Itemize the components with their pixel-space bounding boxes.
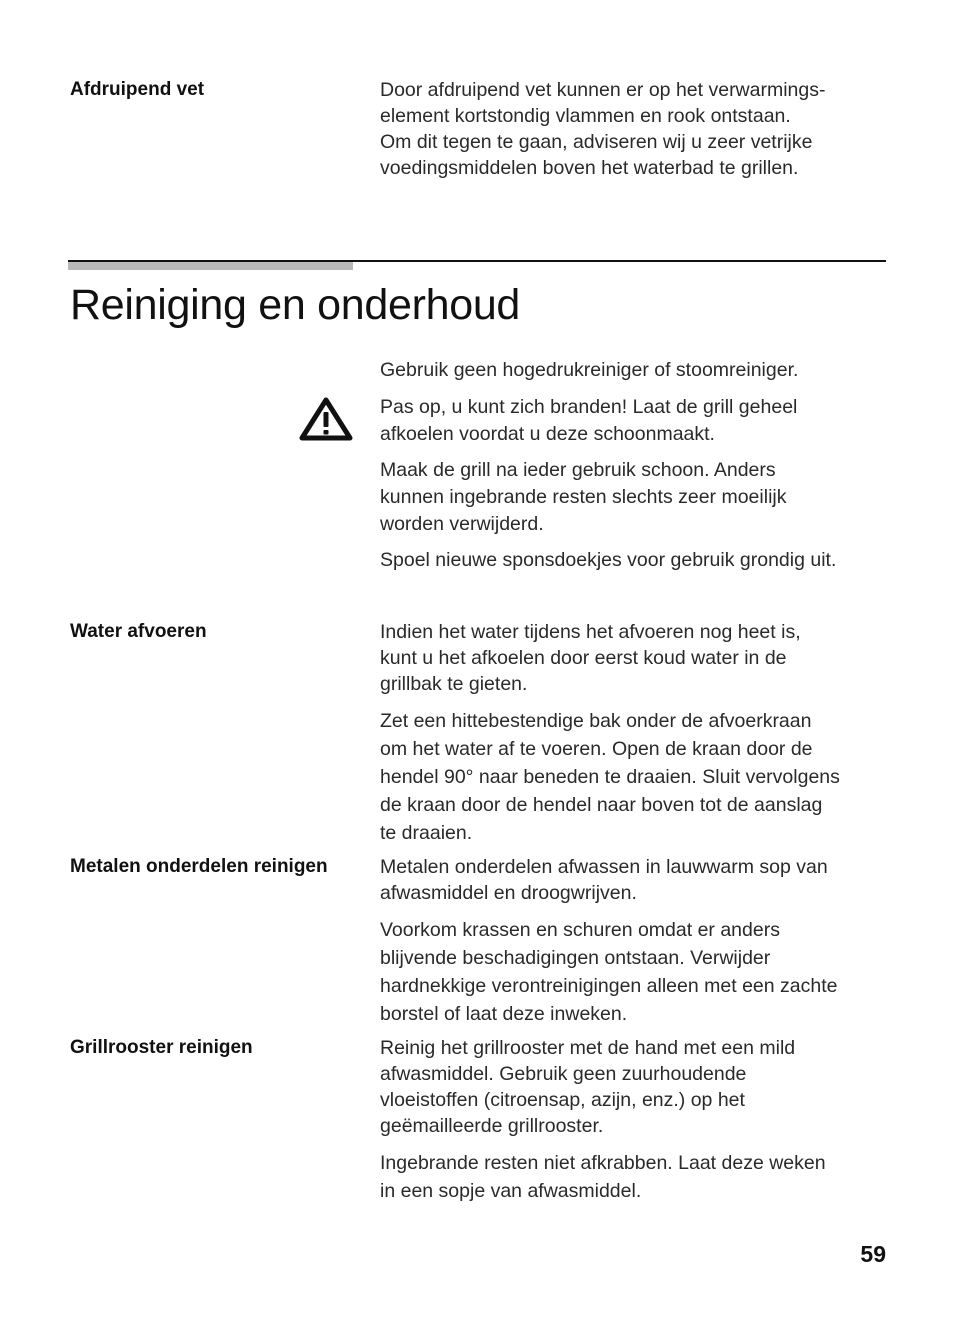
fat-section-label: Afdruipend vet (70, 79, 205, 100)
section-heading: Reiniging en onderhoud (70, 281, 521, 329)
water-paragraph-2: Zet een hittebestendige bak onder de afvoerkraan om het water af te voeren. Open de kraan door de hendel 90° naar beneden te draaien. Sluit vervolgens de kraan door de hendel naar boven tot de aanslag te draaien. (380, 710, 840, 844)
grill-paragraph-2: Ingebrande resten niet afkrabben. Laat deze weken in een sopje van afwasmiddel. (380, 1152, 826, 1202)
warning-triangle-icon (298, 396, 354, 442)
page-number: 59 (860, 1241, 886, 1267)
metal-section-label: Metalen onderdelen reinigen (70, 856, 328, 877)
section-divider-accent (68, 262, 353, 270)
water-section-label: Water afvoeren (70, 621, 207, 642)
intro-paragraph-4: Spoel nieuwe sponsdoekjes voor gebruik grondig uit. (380, 549, 837, 571)
fat-section-paragraph: Door afdruipend vet kunnen er op het verwarmings- element kortstondig vlammen en rook ontstaan. Om dit tegen te gaan, adviseren wij u zeer vetrijke voedingsmiddelen boven het waterbad te grillen. (380, 79, 826, 179)
water-paragraph-1: Indien het water tijdens het afvoeren nog heet is, kunt u het afkoelen door eerst koud water in de grillbak te gieten. (380, 621, 801, 695)
metal-paragraph-1: Metalen onderdelen afwassen in lauwwarm sop van afwasmiddel en droogwrijven. (380, 856, 828, 904)
grill-section-label: Grillrooster reinigen (70, 1037, 253, 1058)
intro-paragraph-1: Gebruik geen hogedrukreiniger of stoomreiniger. (380, 359, 799, 381)
intro-paragraph-2: Pas op, u kunt zich branden! Laat de grill geheel afkoelen voordat u deze schoonmaakt. (380, 396, 798, 445)
grill-paragraph-1: Reinig het grillrooster met de hand met een mild afwasmiddel. Gebruik geen zuurhoudende vloeistoffen (citroensap, azijn, enz.) op het geëmailleerde grillrooster. (380, 1037, 796, 1137)
intro-paragraph-3: Maak de grill na ieder gebruik schoon. Anders kunnen ingebrande resten slechts zeer moeilijk worden verwijderd. (380, 459, 787, 535)
metal-paragraph-2: Voorkom krassen en schuren omdat er anders blijvende beschadigingen ontstaan. Verwijder hardnekkige verontreinigingen alleen met een zachte borstel of laat deze inweken. (380, 919, 838, 1025)
